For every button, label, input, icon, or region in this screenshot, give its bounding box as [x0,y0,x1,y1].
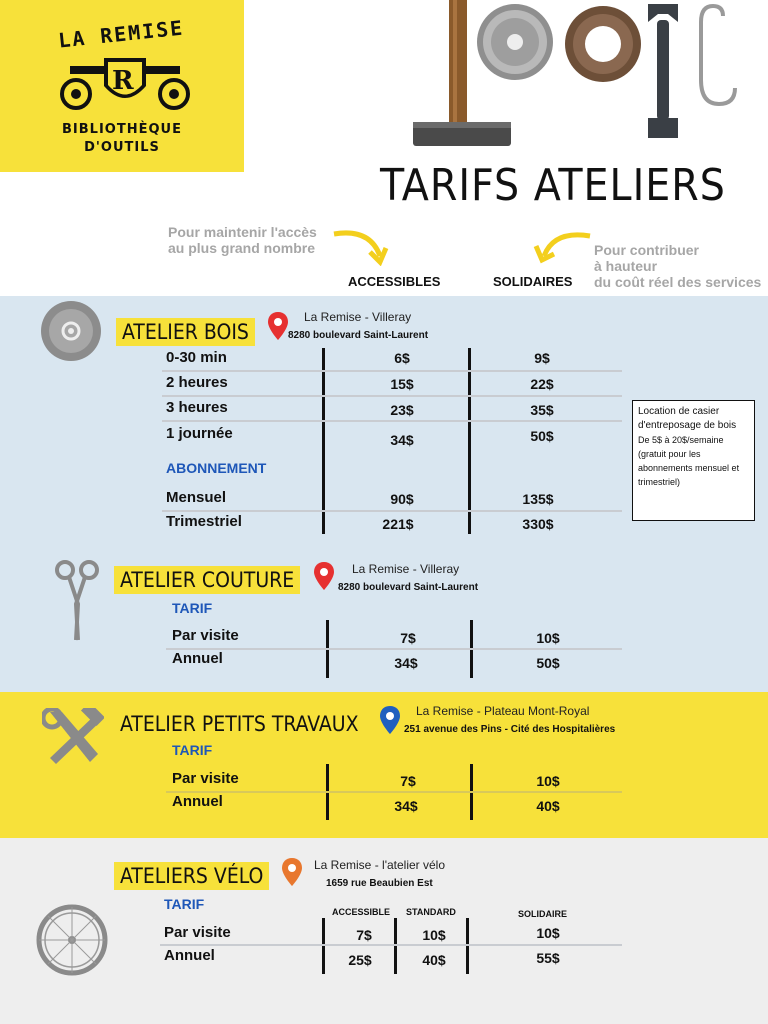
col-solidaires: SOLIDAIRES [493,274,573,289]
velo-location-address: 1659 rue Beaubien Est [326,878,433,889]
velo-col-standard: STANDARD [406,907,456,917]
row-line [162,395,622,397]
travaux-tarif-heading: TARIF [172,742,213,758]
bois-row-acc: 23$ [390,402,414,418]
bois-row-acc: 6$ [394,350,410,366]
bois-row-sol: 22$ [530,376,554,392]
location-pin-icon [268,312,288,340]
page-title: TARIFS ATELIERS [380,160,726,211]
saw-blade-icon [477,4,553,80]
velo-row-label: Par visite [164,924,231,941]
bicycle-wheel-icon [36,904,108,976]
note-line: Location de casier [638,406,720,417]
intro-left-1: Pour maintenir l'accès [168,224,317,240]
section-title-velo: ATELIERS VÉLO [114,862,269,890]
bois-row-sol: 50$ [530,428,554,444]
divider-velo-3 [466,918,469,974]
tools-illustration [405,0,745,150]
note-line: (gratuit pour les [638,449,701,459]
logo-monogram: R [112,66,134,96]
note-line: De 5$ à 20$/semaine [638,435,724,445]
bois-abo-acc: 90$ [390,491,414,507]
section-title-couture: ATELIER COUTURE [114,566,300,594]
bois-row-label: 2 heures [166,374,228,391]
intro-right-3: du coût réel des services [594,274,762,290]
velo-row-std: 40$ [422,952,446,968]
location-pin-icon [282,858,302,886]
travaux-row-label: Annuel [172,793,223,810]
bois-row-label: 0-30 min [166,349,227,366]
bois-location-name: La Remise - Villeray [304,310,412,324]
bois-abonnement-heading: ABONNEMENT [166,460,267,476]
bois-row-acc: 34$ [390,432,414,448]
velo-location-name: La Remise - l'atelier vélo [314,858,446,872]
row-line [162,420,622,422]
bois-abo-acc: 221$ [382,516,414,532]
velo-row-acc: 25$ [348,952,372,968]
saw-blade-section-icon [40,300,102,362]
note-line: trimestriel) [638,477,680,487]
arrow-down-right-icon [330,224,390,266]
divider-bois-1 [322,348,325,534]
couture-location-name: La Remise - Villeray [352,562,460,576]
arrow-down-left-icon [530,226,594,266]
bois-abo-sol: 330$ [522,516,554,532]
bois-row-label: 3 heures [166,399,228,416]
row-line [166,648,622,650]
note-line: d'entreposage de bois [638,420,737,431]
row-line [166,791,622,793]
couture-row-sol: 50$ [536,655,560,671]
couture-location-address: 8280 boulevard Saint-Laurent [338,582,479,593]
logo-subtitle-2: D'OUTILS [84,140,160,155]
scissors-icon [54,558,100,642]
velo-col-accessible: ACCESSIBLE [332,907,391,917]
bois-row-sol: 9$ [534,350,550,366]
travaux-location-address: 251 avenue des Pins - Cité des Hospitalières [404,724,616,735]
velo-row-sol: 10$ [536,925,560,941]
brand-name: LA REMISE [57,15,186,53]
note-line: abonnements mensuel et [638,463,740,473]
travaux-row-label: Par visite [172,770,239,787]
velo-row-sol: 55$ [536,950,560,966]
couture-row-sol: 10$ [536,630,560,646]
bois-location-address: 8280 boulevard Saint-Laurent [288,330,429,341]
couture-row-acc: 34$ [394,655,418,671]
location-pin-icon [380,706,400,734]
bois-abo-sol: 135$ [522,491,554,507]
velo-row-acc: 7$ [356,927,372,943]
velo-tarif-heading: TARIF [164,896,205,912]
travaux-row-acc: 34$ [394,798,418,814]
travaux-row-sol: 40$ [536,798,560,814]
couture-tarif-heading: TARIF [172,600,213,616]
wrench-icon [648,4,678,138]
intro-left-2: au plus grand nombre [168,240,316,256]
couture-row-label: Annuel [172,650,223,667]
s-hook-icon [701,6,735,104]
couture-row-label: Par visite [172,627,239,644]
bois-abo-label: Trimestriel [166,513,242,530]
divider-bois-2 [468,348,471,534]
velo-row-std: 10$ [422,927,446,943]
bois-row-label: 1 journée [166,425,233,442]
travaux-location-name: La Remise - Plateau Mont-Royal [416,704,590,718]
bois-row-acc: 15$ [390,376,414,392]
divider-velo-1 [322,918,325,974]
intro-right-2: à hauteur [594,258,658,274]
row-line [162,370,622,372]
storage-note-box [632,400,755,521]
section-title-bois: ATELIER BOIS [116,318,255,346]
section-title-travaux: ATELIER PETITS TRAVAUX [120,712,359,736]
velo-col-solidaire: SOLIDAIRE [518,909,568,919]
travaux-row-sol: 10$ [536,773,560,789]
travaux-row-acc: 7$ [400,773,416,789]
divider-velo-2 [394,918,397,974]
gear-icon [565,6,641,82]
logo-block [0,0,244,172]
bois-abo-label: Mensuel [166,489,227,506]
couture-row-acc: 7$ [400,630,416,646]
row-line [162,510,622,512]
row-line [160,944,622,946]
hammer-wrench-icon [42,708,104,764]
location-pin-icon [314,562,334,590]
velo-row-label: Annuel [164,947,215,964]
bois-row-sol: 35$ [530,402,554,418]
col-accessibles: ACCESSIBLES [348,274,441,289]
intro-right-1: Pour contribuer [594,242,700,258]
logo-subtitle-1: BIBLIOTHÈQUE [62,122,182,137]
